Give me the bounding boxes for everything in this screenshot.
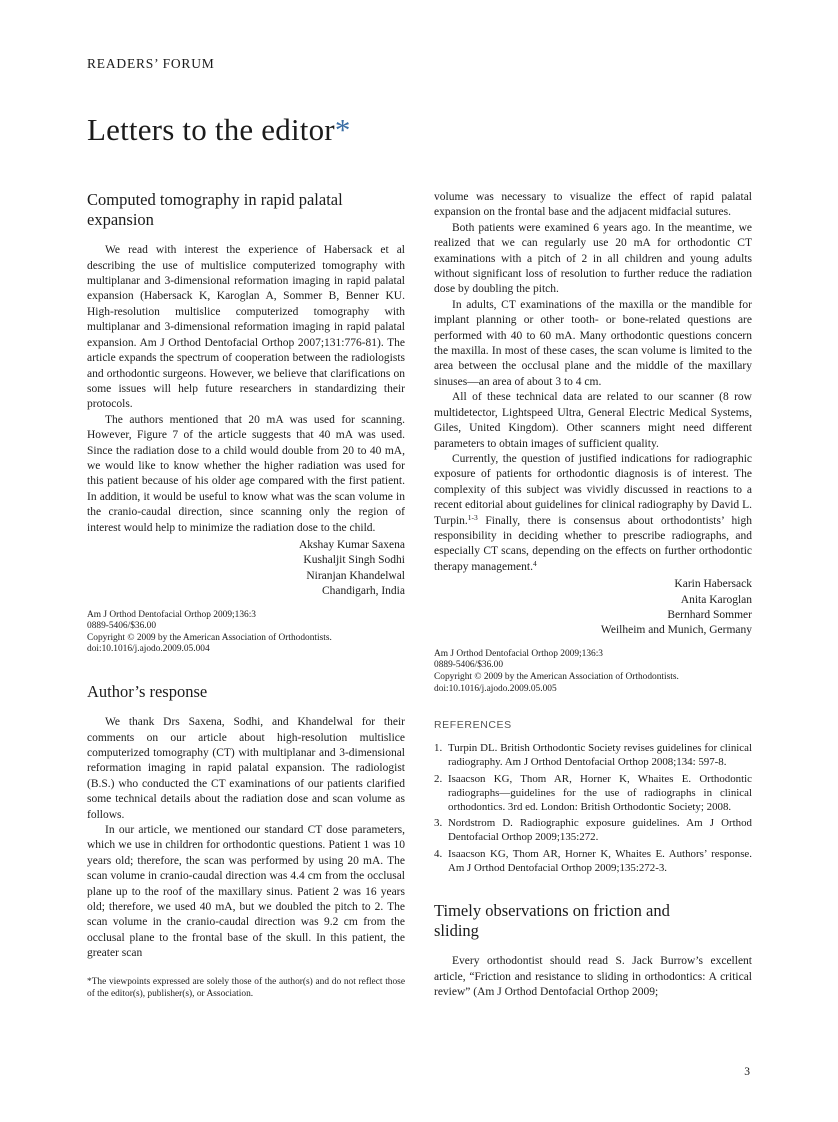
signature-line: Anita Karoglan: [680, 593, 752, 606]
signature-line: Kushaljit Singh Sodhi: [303, 554, 405, 567]
response-signature-block: [434, 577, 752, 639]
reference-item: [434, 816, 752, 844]
citation-line-doi: doi:10.1016/j.ajodo.2009.05.004: [87, 644, 210, 655]
citation-line: Am J Orthod Dentofacial Orthop 2009;136:3: [87, 609, 256, 620]
signature-line: Akshay Kumar Saxena: [298, 538, 405, 551]
running-head: READERS’ FORUM: [87, 56, 215, 71]
letter1-signature-block: [87, 538, 405, 600]
citation-line: Am J Orthod Dentofacial Orthop 2009;136:3: [434, 648, 603, 659]
paragraph-text: Finally, there is consensus about orthodontists’ high responsibility in deciding whether to prescribe radiographs, and especially CT scans, depending on the effects on further orthodontic therapy management.: [434, 514, 752, 573]
reference-text: Isaacson KG, Thom AR, Horner K, Whaites E. Orthodontic radiographs—guidelines for the use of radiographs in clinical orthodontics. 3rd ed. London: British Orthodontic Society; 2008.: [448, 772, 752, 813]
response-paragraph: In our article, we mentioned our standard CT dose parameters, which we use in children for orthodontic questions. Patient 1 was 10 years old; therefore, the scan was performed by using 20 mA. The scan volume in cranio-caudal direction was 4.4 cm from the occlusal plane up to the roof of the maxillary sinus. Patient 2 was 16 years old; therefore, we used 40 mA, but we doubled the pitch to 2. The scan volume in the cranio-caudal direction was 9.2 cm from the occlusal plane to the frontal base of the skull. In this patient, the greater scan: [87, 823, 405, 960]
signature-line: Chandigarh, India: [321, 585, 405, 598]
reference-item: [434, 847, 752, 875]
reference-text: Turpin DL. British Orthodontic Society revises guidelines for clinical radiography. Am J Orthod Dentofacial Orthop 2008;134: 597-8.: [448, 742, 752, 769]
response-paragraph: In adults, CT examinations of the maxilla or the mandible for implant planning or other tooth- or bone-related questions are performed with 40 to 60 mA. Many orthodontic questions concern the maxilla. In most of these cases, the scan volume is limited to the area between the occlusal plane and the middle of the maxillary sinuses—an area of about 3 to 4 cm.: [434, 298, 752, 388]
citation-line: Copyright © 2009 by the American Association of Orthodontists.: [87, 632, 332, 643]
reference-number: 1.: [434, 742, 443, 755]
signature-line: Karin Habersack: [674, 578, 752, 591]
references-heading: REFERENCES: [434, 719, 512, 732]
right-column: [434, 190, 752, 1000]
letter1-heading: Computed tomography in rapid palatal expansion: [87, 190, 343, 230]
signature-line: Bernhard Sommer: [667, 608, 752, 621]
citation-line: 0889-5406/$36.00: [87, 621, 157, 632]
signature-line: Weilheim and Munich, Germany: [600, 624, 752, 637]
response-citation-block: [434, 649, 752, 695]
title-asterisk: *: [334, 112, 351, 147]
page-title: [87, 112, 752, 148]
letter2-heading: Timely observations on friction and sliding: [434, 900, 670, 941]
reference-item: [434, 741, 752, 769]
citation-line-doi: doi:10.1016/j.ajodo.2009.05.005: [434, 683, 557, 694]
letter1-paragraph: The authors mentioned that 20 mA was used for scanning. However, Figure 7 of the article suggests that 40 mA was used. Since the radiation dose to a child would double from 20 to 40 mA, we would like to know whether the higher radiation was used for this patient because of his older age compared with the first patient. In addition, it would be useful to know what was the scan volume in the cranio-caudal direction, since scanning only the region of interest would help to minimize the radiation dose to the child.: [87, 413, 405, 534]
response-heading: Author’s response: [87, 681, 208, 701]
signature-line: Niranjan Khandelwal: [306, 569, 405, 582]
response-paragraph: All of these technical data are related to our scanner (8 row multidetector, Lightspeed Ultra, General Electric Medical Systems, Giles, United Kingdom). Other scanners might need different parameters to obtain images of sufficient quality.: [434, 391, 752, 450]
reference-superscript: 1-3: [467, 512, 478, 522]
letter2-paragraph: Every orthodontist should read S. Jack Burrow’s excellent article, “Friction and resistance to sliding in orthodontics: A critical review” (Am J Orthod Dentofacial Orthop 2009;: [434, 955, 752, 999]
letter1-paragraph: We read with interest the experience of Habersack et al describing the use of multislice computerized tomography with multiplanar and 3-dimensional reformation imaging in rapid palatal expansion (Habersack K, Karoglan A, Sommer B, Benner KU. High-resolution multislice computerized tomography with multiplanar and 3-dimensional reformation imaging in rapid palatal expansion. Am J Orthod Dentofacial Orthop 2007;131:776-81). The article expands the spectrum of cooperation between the radiologists and orthodontic surgeons. However, we believe that clarifications on some issues will help future researchers in standardizing their protocols.: [87, 244, 405, 411]
paragraph-text: Currently, the question of justified indications for radiographic exposure of patients for orthodontic diagnosis is of interest. The complexity of this subject was vividly discussed in reactions to a recent editorial about guidelines for clinical radiography by David L. Turpin.: [434, 452, 752, 527]
reference-number: 2.: [434, 772, 443, 785]
page-title-text: Letters to the editor: [87, 112, 335, 147]
response-paragraph: We thank Drs Saxena, Sodhi, and Khandelwal for their comments on our article about high-resolution multislice computerized tomography (CT) with multiplanar and 3-dimensional reformation imaging in rapid palatal expansion. The radiologist (B.S.) who conducted the CT examinations of our patients clarified some technical details about the radiation dose and scan volume as follows.: [87, 716, 405, 821]
response-final-paragraph: [434, 452, 752, 575]
response-paragraph-continuation: volume was necessary to visualize the effect of rapid palatal expansion on the frontal base and the adjacent midfacial sutures.: [434, 191, 752, 219]
reference-text: Isaacson KG, Thom AR, Horner K, Whaites E. Authors’ response. Am J Orthod Dentofacial Orthop 2009;135:272-3.: [448, 847, 752, 874]
response-paragraph: Both patients were examined 6 years ago. In the meantime, we realized that we can regularly use 20 mA for orthodontic CT examinations with a pitch of 2 in all children and young adults without significant loss of resolution to further reduce the radiation dose by doubling the pitch.: [434, 221, 752, 296]
citation-line: Copyright © 2009 by the American Association of Orthodontists.: [434, 671, 679, 682]
title-footnote: *The viewpoints expressed are solely those of the author(s) and do not reflect those of the editor(s), publisher(s), or Association.: [87, 976, 405, 999]
reference-item: [434, 772, 752, 815]
left-column: [87, 190, 405, 1000]
two-column-layout: [87, 190, 752, 1000]
reference-number: 4.: [434, 847, 443, 860]
letter1-citation-block: [87, 610, 405, 656]
reference-superscript: 4: [533, 558, 537, 568]
page-number: 3: [744, 1066, 750, 1078]
citation-line: 0889-5406/$36.00: [434, 660, 504, 671]
reference-number: 3.: [434, 817, 443, 830]
reference-text: Nordstrom D. Radiographic exposure guidelines. Am J Orthod Dentofacial Orthop 2009;135:272.: [448, 817, 752, 844]
